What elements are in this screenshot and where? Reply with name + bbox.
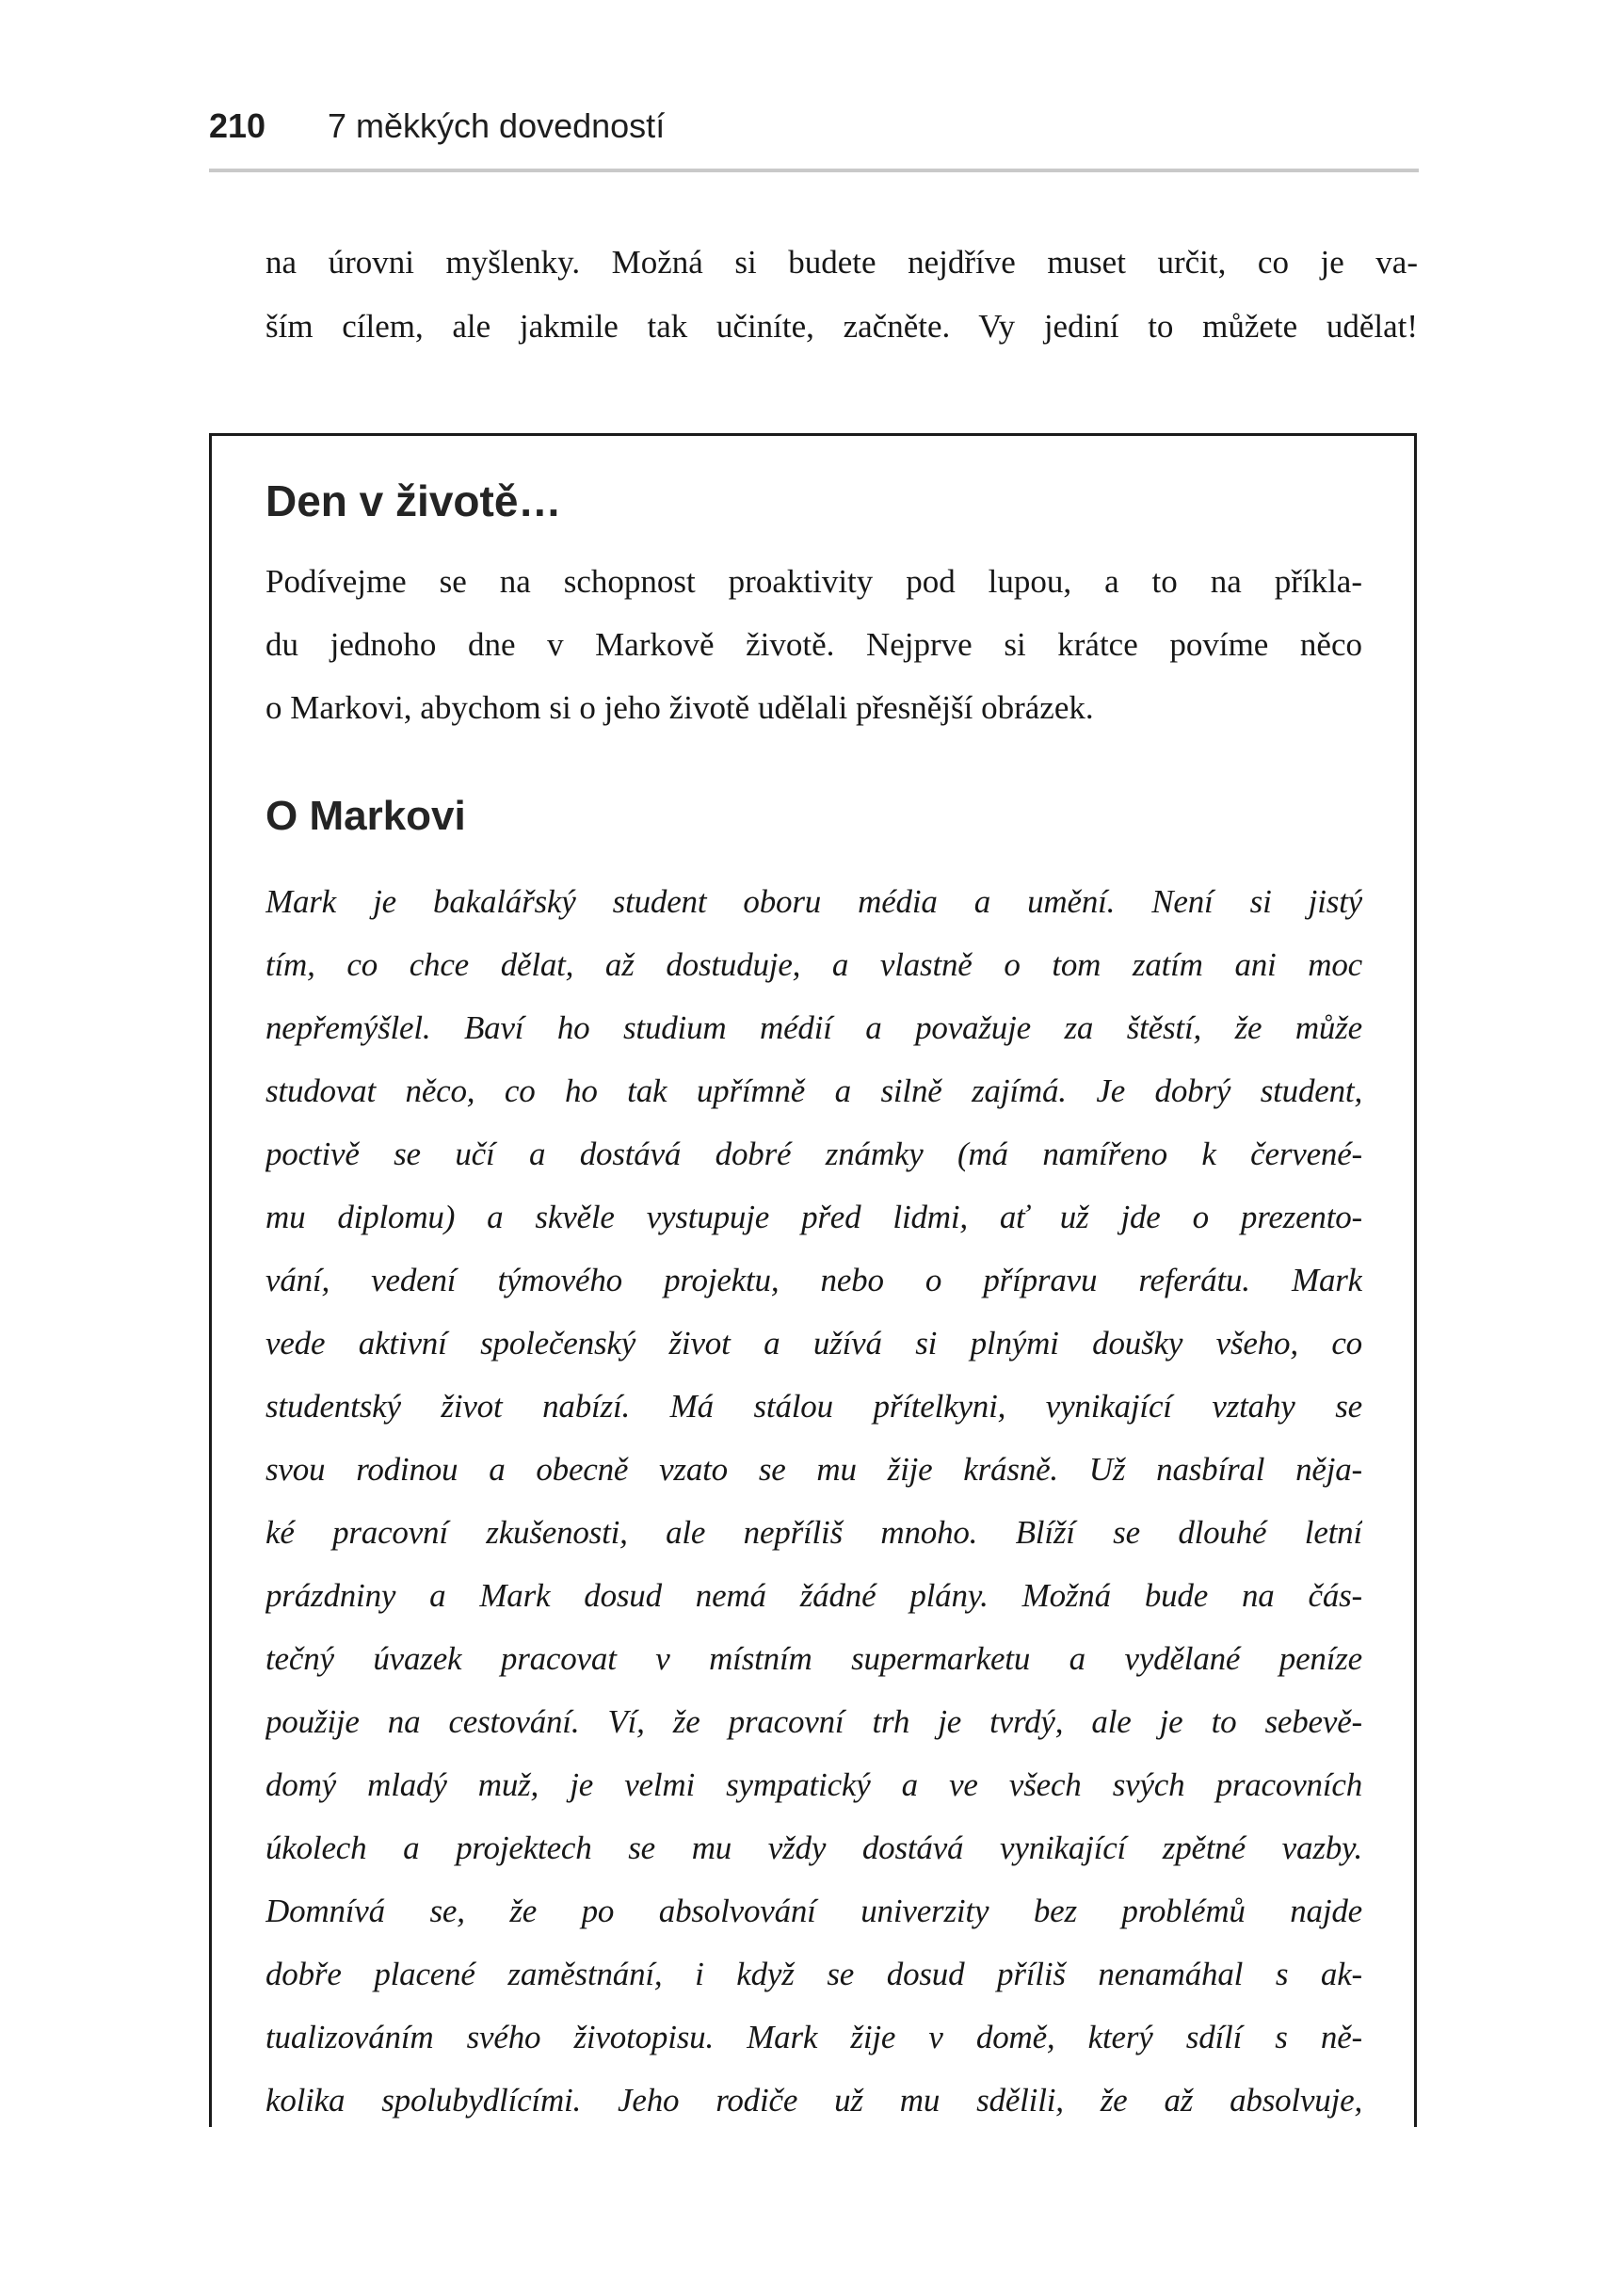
text-line: tualizováním svého životopisu. Mark žije v domě, který sdílí s ně- — [265, 2019, 1362, 2055]
header-rule — [209, 169, 1419, 172]
box-subheading: O Markovi — [265, 793, 466, 839]
text-line: Podívejme se na schopnost proaktivity pod lupou, a to na příkla- — [265, 563, 1362, 600]
text-line: o Markovi, abychom si o jeho životě udělali přesnější obrázek. — [265, 689, 1094, 726]
chapter-title: 7 měkkých dovedností — [328, 106, 666, 145]
text-line: svou rodinou a obecně vzato se mu žije krásně. Už nasbíral něja- — [265, 1451, 1362, 1488]
mark-bio-paragraph — [265, 870, 1362, 2132]
text-line: na úrovni myšlenky. Možná si budete nejdříve muset určit, co je va- — [265, 244, 1418, 281]
running-head — [0, 106, 1624, 147]
text-line: úkolech a projektech se mu vždy dostává vynikající zpětné vazby. — [265, 1829, 1362, 1866]
text-line: mu diplomu) a skvěle vystupuje před lidmi, ať už jde o prezento- — [265, 1199, 1362, 1235]
text-line: prázdniny a Mark dosud nemá žádné plány. Možná bude na čás- — [265, 1577, 1362, 1614]
text-line: vede aktivní společenský život a užívá si plnými doušky všeho, co — [265, 1325, 1362, 1362]
intro-paragraph — [265, 231, 1418, 359]
text-line: kolika spolubydlícími. Jeho rodiče už mu sdělili, že až absolvuje, — [265, 2082, 1362, 2119]
box-title: Den v životě… — [265, 476, 562, 525]
text-line: Domnívá se, že po absolvování univerzity bez problémů najde — [265, 1893, 1362, 1929]
text-line: ším cílem, ale jakmile tak učiníte, začněte. Vy jediní to můžete udělat! — [265, 308, 1418, 345]
text-line: ké pracovní zkušenosti, ale nepříliš mnoho. Blíží se dlouhé letní — [265, 1514, 1362, 1551]
text-line: použije na cestování. Ví, že pracovní trh je tvrdý, ale je to sebevě- — [265, 1703, 1362, 1740]
text-line: domý mladý muž, je velmi sympatický a ve všech svých pracovních — [265, 1766, 1362, 1803]
text-line: studentský život nabízí. Má stálou přítelkyni, vynikající vztahy se — [265, 1388, 1362, 1425]
text-line: tím, co chce dělat, až dostuduje, a vlastně o tom zatím ani moc — [265, 946, 1362, 983]
text-line: poctivě se učí a dostává dobré známky (má namířeno k červené- — [265, 1136, 1362, 1172]
text-line: vání, vedení týmového projektu, nebo o přípravu referátu. Mark — [265, 1262, 1362, 1298]
text-line: nepřemýšlel. Baví ho studium médií a považuje za štěstí, že může — [265, 1009, 1362, 1046]
text-line: tečný úvazek pracovat v místním supermarketu a vydělané peníze — [265, 1640, 1362, 1677]
box-intro-paragraph — [265, 550, 1362, 739]
text-line: Mark je bakalářský student oboru média a umění. Není si jistý — [265, 883, 1362, 920]
text-line: studovat něco, co ho tak upřímně a silně zajímá. Je dobrý student, — [265, 1072, 1362, 1109]
text-line: du jednoho dne v Markově životě. Nejprve si krátce povíme něco — [265, 626, 1362, 663]
text-line: dobře placené zaměstnání, i když se dosud příliš nenamáhal s ak- — [265, 1956, 1362, 1992]
page-number: 210 — [209, 106, 266, 145]
